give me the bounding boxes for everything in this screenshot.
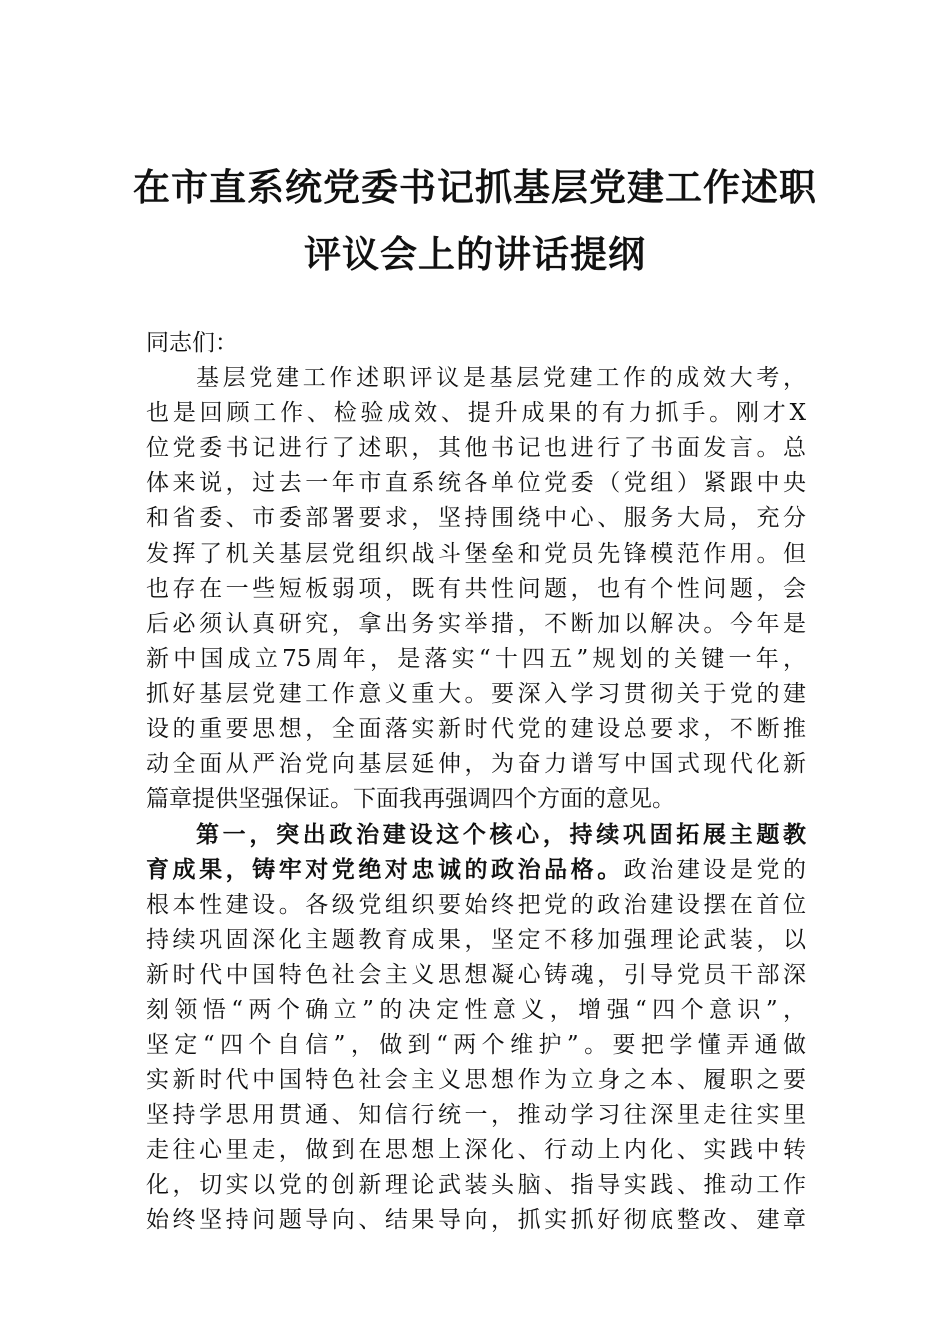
section-1-heading-end: 育成果，铸牢对党绝对忠诚的政治品格。 (146, 856, 624, 884)
paragraph-1-line: 也存在一些短板弱项，既有共性问题，也有个性问题，会 (146, 575, 806, 602)
paragraph-1-line: 和省委、市委部署要求，坚持围绕中心、服务大局，充分 (146, 505, 806, 532)
section-1-line: 坚持学思用贯通、知信行统一，推动学习往深里走往实里 (146, 1102, 806, 1129)
section-1-line: 根本性建设。各级党组织要始终把党的政治建设摆在首位 (146, 891, 806, 918)
section-1-line: 新时代中国特色社会主义思想凝心铸魂，引导党员干部深 (146, 961, 806, 988)
section-1-line: 坚定“四个自信”，做到“两个维护”。要把学懂弄通做 (146, 1031, 806, 1058)
paragraph-1-line: 新中国成立75周年，是落实“十四五”规划的关键一年， (146, 645, 806, 672)
section-1-line: 刻领悟“两个确立”的决定性意义，增强“四个意识”， (146, 996, 806, 1023)
section-1-heading-line: 第一，突出政治建设这个核心，持续巩固拓展主题教 (196, 821, 806, 849)
paragraph-1-line: 设的重要思想，全面落实新时代党的建设总要求，不断推 (146, 716, 806, 743)
paragraph-1-line: 体来说，过去一年市直系统各单位党委（党组）紧跟中央 (146, 470, 806, 497)
paragraph-1-line: 篇章提供坚强保证。下面我再强调四个方面的意见。 (146, 786, 675, 813)
section-1-line: 始终坚持问题导向、结果导向，抓实抓好彻底整改、建章 (146, 1207, 806, 1234)
section-1-line: 实新时代中国特色社会主义思想作为立身之本、履职之要 (146, 1066, 806, 1093)
section-1-text-start: 政治建设是党的 (623, 857, 806, 884)
section-1-line: 持续巩固深化主题教育成果，坚定不移加强理论武装，以 (146, 926, 806, 953)
paragraph-1-line: 位党委书记进行了述职，其他书记也进行了书面发言。总 (146, 435, 806, 462)
paragraph-1-line: 发挥了机关基层党组织战斗堡垒和党员先锋模范作用。但 (146, 540, 806, 567)
paragraph-1-line: 基层党建工作述职评议是基层党建工作的成效大考， (196, 365, 806, 392)
document-title-line-1: 在市直系统党委书记抓基层党建工作述职 (133, 165, 817, 209)
section-1-line: 走往心里走，做到在思想上深化、行动上内化、实践中转 (146, 1137, 806, 1164)
salutation: 同志们： (146, 330, 238, 356)
section-1-mixed-line (146, 852, 806, 887)
document-title-line-2: 评议会上的讲话提纲 (304, 232, 646, 276)
paragraph-1-line: 后必须认真研究，拿出务实举措，不断加以解决。今年是 (146, 610, 806, 637)
paragraph-1-line: 动全面从严治党向基层延伸，为奋力谱写中国式现代化新 (146, 751, 806, 778)
paragraph-1-line: 抓好基层党建工作意义重大。要深入学习贯彻关于党的建 (146, 680, 806, 707)
section-1-line: 化，切实以党的创新理论武装头脑、指导实践、推动工作 (146, 1172, 806, 1199)
document-body (146, 326, 806, 1238)
paragraph-1-line: 也是回顾工作、检验成效、提升成果的有力抓手。刚才X (146, 400, 806, 427)
